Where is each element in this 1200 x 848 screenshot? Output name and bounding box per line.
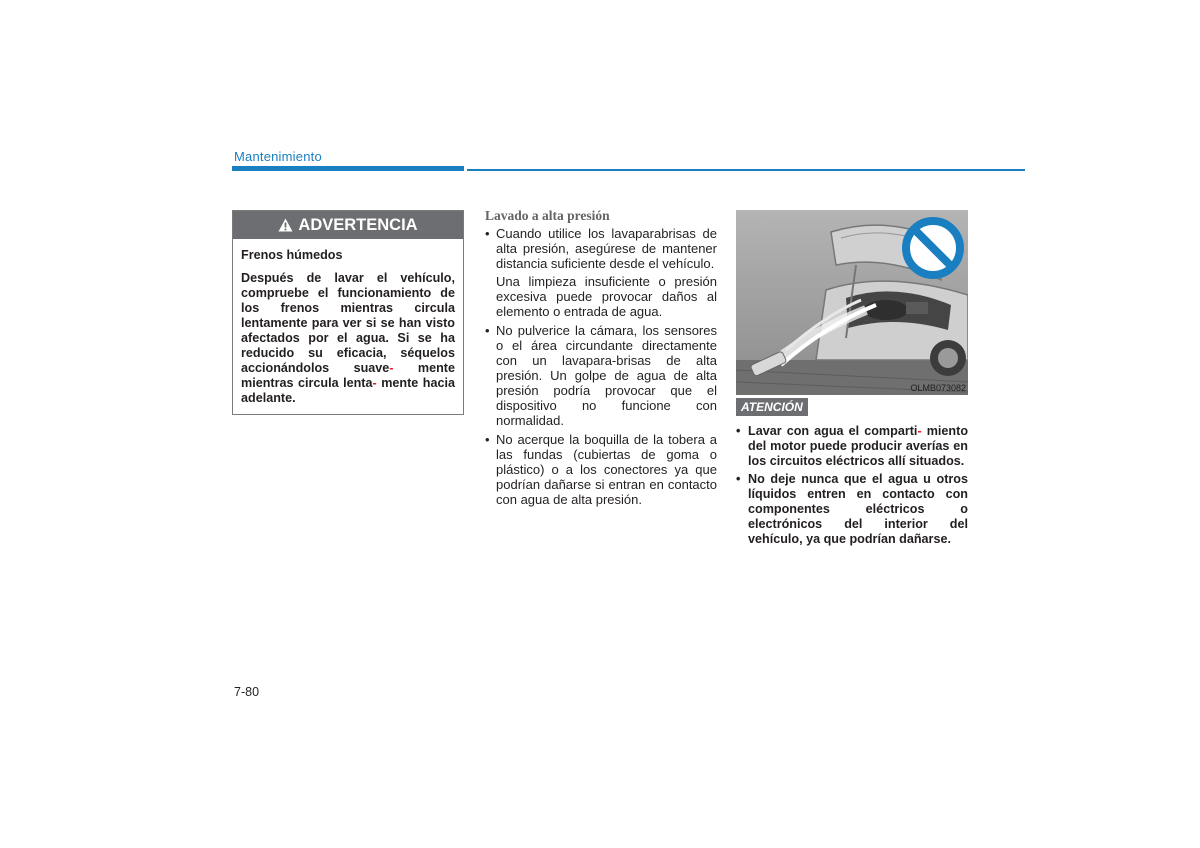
warning-title: ADVERTENCIA <box>298 215 418 234</box>
list-item-note: Una limpieza insuficiente o presión excesiva puede provocar daños al elemento o entrada de agua. <box>496 274 717 319</box>
list-item: • Lavar con agua el comparti- miento del motor puede producir averías en los circuitos eléctricos allí situados. <box>736 424 968 469</box>
list-item: • Cuando utilice los lavaparabrisas de alta presión, asegúrese de mantener distancia suficiente desde el vehículo. <box>485 226 717 271</box>
header-rule-thin <box>467 169 1025 171</box>
warning-subtitle: Frenos húmedos <box>241 248 343 262</box>
figure-caption: OLMB073082 <box>910 383 966 393</box>
header-rule-thick <box>232 166 464 171</box>
pressure-wash-heading: Lavado a alta presión <box>485 208 610 223</box>
section-title: Mantenimiento <box>234 149 322 164</box>
attention-label: ATENCIÓN <box>736 398 808 416</box>
list-item: • No deje nunca que el agua u otros líquidos entren en contacto con componentes eléctricos o electrónicos del interior del vehículo, ya que podrían dañarse. <box>736 472 968 547</box>
prohibited-sign-icon <box>906 221 960 275</box>
car-hood-image <box>736 210 968 395</box>
pressure-wash-section <box>485 208 717 507</box>
warning-text: Después de lavar el vehículo, compruebe el funcionamiento de los frenos mientras circula lentamente para ver si se han visto afectados por el agua. Si se ha reducido su eficacia, séquelos accionándolos suave- mente mientras circula lenta- mente hacia adelante. <box>241 271 455 405</box>
engine-wash-illustration <box>736 210 968 395</box>
list-item: • No acerque la boquilla de la tobera a las fundas (cubiertas de goma o plástico) o a los conectores ya que podrían dañarse si entran en contacto con agua de alta presión. <box>485 432 717 507</box>
attention-section <box>736 424 968 550</box>
warning-box <box>232 210 464 415</box>
list-item: • No pulverice la cámara, los sensores o el área circundante directamente con un lavapara-brisas de alta presión. Un golpe de agua de alta presión podría provocar que el dispositivo no funcione con normalidad. <box>485 323 717 428</box>
warning-triangle-icon <box>278 218 293 232</box>
page-number: 7-80 <box>234 685 260 699</box>
warning-header <box>233 211 463 239</box>
